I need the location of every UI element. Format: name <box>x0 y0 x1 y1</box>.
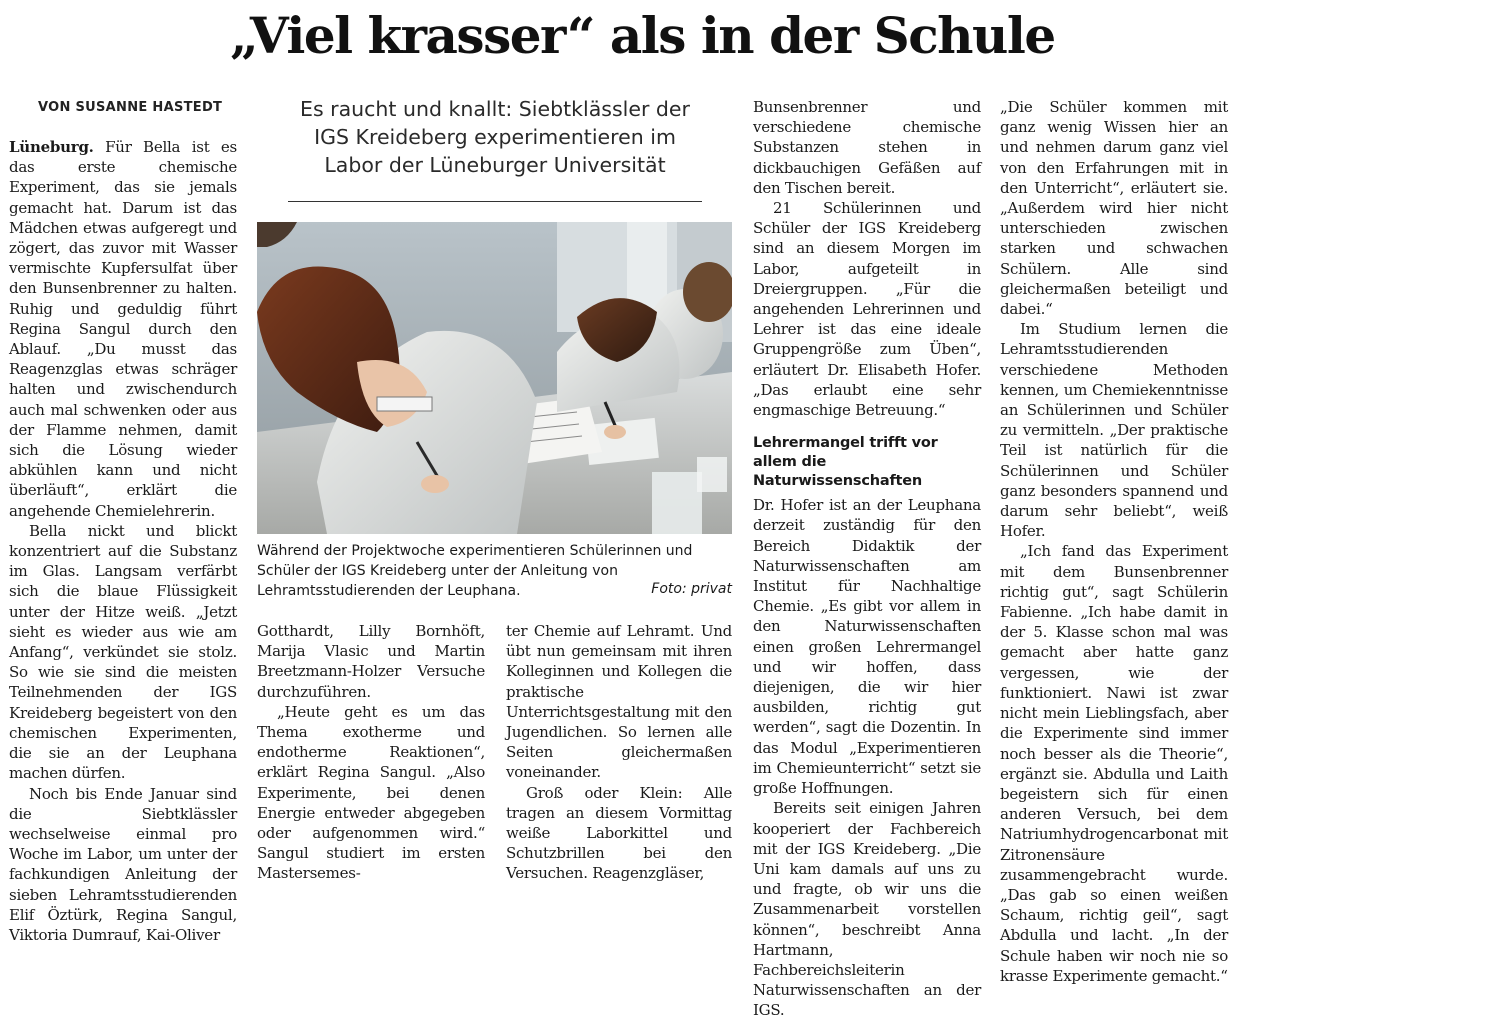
subheading: Lehrermangel trifft vor allem die Naturwissenschaften <box>753 435 938 490</box>
byline: VON SUSANNE HASTEDT <box>38 100 223 115</box>
paragraph: Bella nickt und blickt konzentriert auf die Substanz im Glas. Langsam verfärbt sich die blaue Flüssigkeit unter der Hitze weiß. „Jetzt sieht es wieder aus wie am Anfang“, verkündet sie stolz. So wie sie sind die meisten Teilnehmenden der IGS Kreideberg begeistert von den chemischen Experimenten, die sie an der Leuphana machen dürfen. <box>9 521 237 783</box>
paragraph: Im Studium lernen die Lehramtsstudierenden verschiedene Methoden kennen, um Chemiekenntnisse an Schülerinnen und Schüler zu vermitteln. „Der praktische Teil ist natürlich für die Schülerinnen und Schüler ganz besonders spannend und darum sehr beliebt“, weiß Hofer. <box>1000 320 1228 541</box>
paragraph-text: Für Bella ist es das erste chemische Experiment, das sie jemals gemacht hat. Darum ist das Mädchen etwas aufgeregt und zögert, das zuvor mit Wasser vermischte Kupfersulfat über den Bunsenbrenner zu halten. Ruhig und geduldig führt Regina Sangul durch den Ablauf. „Du musst das Reagenzglas etwas schräger halten und zwischendurch auch mal schwenken oder aus der Flamme nehmen, damit sich die Lösung wieder abkühlen kann und nicht überläuft“, erklärt die angehende Chemielehrerin. <box>9 138 237 520</box>
paragraph: 21 Schülerinnen und Schüler der IGS Kreideberg sind an diesem Morgen im Labor, aufgeteilt in Dreiergruppen. „Für die angehenden Lehrerinnen und Lehrer ist das eine ideale Gruppengröße zum Üben“, erläutert Dr. Elisabeth Hofer. „Das erlaubt eine sehr engmaschige Betreuung.“ <box>753 199 981 420</box>
paragraph: „Heute geht es um das Thema exotherme und endotherme Reaktionen“, erklärt Regina Sangul. „Also Experimente, bei denen Energie entweder abgegeben oder aufgenommen wird.“ Sangul studiert im ersten Mastersemes- <box>257 702 485 883</box>
paragraph: Gotthardt, Lilly Bornhöft, Marija Vlasic und Martin Breetzmann-Holzer Versuche durchzuführen. <box>257 622 485 701</box>
article-column-2 <box>257 621 485 884</box>
paragraph: Groß oder Klein: Alle tragen an diesem Vormittag weiße Laborkittel und Schutzbrillen bei den Versuchen. Reagenzgläser, <box>506 783 732 883</box>
paragraph: Bunsenbrenner und verschiedene chemische Substanzen stehen in dickbauchigen Gefäßen auf den Tischen bereit. <box>753 98 981 197</box>
headline: „Viel krasser“ als in der Schule <box>230 6 1055 65</box>
article-column-4 <box>753 97 981 1021</box>
article-column-3 <box>506 621 732 884</box>
paragraph: Bereits seit einigen Jahren kooperiert der Fachbereich mit der IGS Kreideberg. „Die Uni kam damals auf uns zu und fragte, ob wir uns die Zusammenarbeit vorstellen können“, beschreibt Anna Hartmann, Fachbereichsleiterin Naturwissenschaften an der IGS. <box>753 799 981 1020</box>
photo-caption: Während der Projektwoche experimentieren Schülerinnen und Schüler der IGS Kreideberg unter der Anleitung von Lehramtsstudierenden der Leuphana. <box>257 543 693 599</box>
dateline: Lüneburg. <box>9 138 94 156</box>
photo-credit: Foto: privat <box>651 581 732 597</box>
paragraph: ter Chemie auf Lehramt. Und übt nun gemeinsam mit ihren Kolleginnen und Kollegen die praktische Unterrichtsgestaltung mit den Jugendlichen. So lernen alle Seiten gleichermaßen voneinander. <box>506 622 732 782</box>
subtitle-divider <box>288 201 702 202</box>
photo-illustration <box>257 222 732 534</box>
article-column-5 <box>1000 97 1228 986</box>
paragraph: Dr. Hofer ist an der Leuphana derzeit zuständig für den Bereich Didaktik der Naturwissenschaften am Institut für Nachhaltige Chemie. „Es gibt vor allem in den Naturwissenschaften einen großen Lehrermangel und wir hoffen, dass diejenigen, die wir hier ausbilden, richtig gut werden“, sagt die Dozentin. In das Modul „Experimentieren im Chemieunterricht“ setzt sie große Hoffnungen. <box>753 496 981 798</box>
paragraph: „Ich fand das Experiment mit dem Bunsenbrenner richtig gut“, sagt Schülerin Fabienne. „Ich habe damit in der 5. Klasse schon mal was gemacht aber hatte ganz vergessen, wie der funktioniert. Nawi ist zwar nicht mein Lieblingsfach, aber die Experimente sind immer noch besser als die Theorie“, ergänzt sie. Abdulla und Laith begeistern sich für einen anderen Versuch, bei dem Natriumhydrogencarbonat mit Zitronensäure zusammengebracht wurde. „Das gab so einen weißen Schaum, richtig geil“, sagt Abdulla und lacht. „In der Schule haben wir noch nie so krasse Experimente gemacht.“ <box>1000 542 1228 985</box>
paragraph <box>9 137 237 521</box>
article-photo <box>257 222 732 534</box>
subtitle: Es raucht und knallt: Siebtklässler der IGS Kreideberg experimentieren im Labor der Lüneburger Universität <box>300 97 690 177</box>
article-column-1 <box>9 137 237 945</box>
paragraph: Noch bis Ende Januar sind die Siebtklässler wechselweise einmal pro Woche im Labor, um unter der fachkundigen Anleitung der sieben Lehramtsstudierenden Elif Öztürk, Regina Sangul, Viktoria Dumrauf, Kai-Oliver <box>9 784 237 944</box>
paragraph: „Die Schüler kommen mit ganz wenig Wissen hier an und nehmen darum ganz viel von den Erfahrungen mit in den Unterricht“, erläutert sie. „Außerdem wird hier nicht unterschieden zwischen starken und schwachen Schülern. Alle sind gleichermaßen beteiligt und dabei.“ <box>1000 98 1228 319</box>
